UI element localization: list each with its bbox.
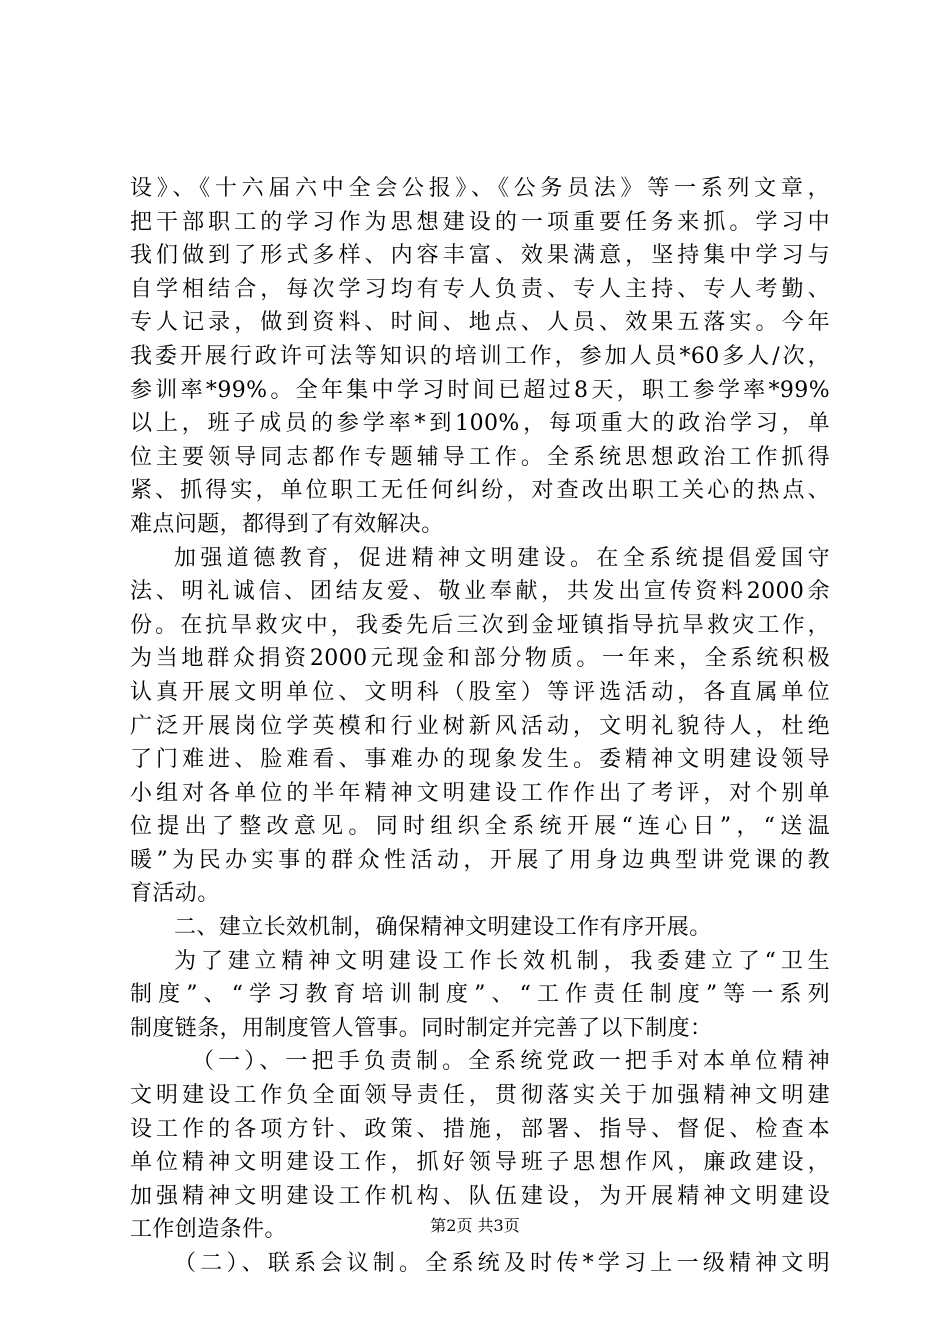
text-line: 制度”、“学习教育培训制度”、“工作责任制度”等一系列	[130, 982, 830, 1008]
section-heading: 二、建立长效机制，确保精神文明建设工作有序开展。	[174, 915, 712, 941]
text-line: 设工作的各项方针、政策、措施，部署、指导、督促、检查本	[130, 1116, 830, 1142]
document-body	[130, 172, 830, 1281]
text-line: 小组对各单位的半年精神文明建设工作作出了考评，对个别单	[130, 780, 830, 806]
text-line: 我们做到了形式多样、内容丰富、效果满意，坚持集中学习与	[130, 243, 830, 269]
page-footer: 第2页 共3页	[430, 1216, 520, 1235]
text-line: 法、明礼诚信、团结友爱、敬业奉献，共发出宣传资料2000余	[130, 579, 830, 605]
text-line: 文明建设工作负全面领导责任，贯彻落实关于加强精神文明建	[130, 1083, 830, 1109]
text-line: 我委开展行政许可法等知识的培训工作，参加人员*60多人/次，	[130, 343, 830, 369]
text-line: 认真开展文明单位、文明科（股室）等评选活动，各直属单位	[130, 679, 830, 705]
subsection-start-line: （二）、联系会议制。全系统及时传*学习上一级精神文明	[174, 1251, 830, 1276]
text-line: 单位精神文明建设工作，抓好领导班子思想作风，廉政建设，	[130, 1150, 830, 1176]
text-line: 暖”为民办实事的群众性活动，开展了用身边典型讲党课的教	[130, 847, 830, 873]
text-line: 难点问题，都得到了有效解决。	[130, 511, 444, 537]
subsection-start-line: （一）、一把手负责制。全系统党政一把手对本单位精神	[192, 1049, 830, 1075]
text-line: 专人记录，做到资料、时间、地点、人员、效果五落实。今年	[130, 310, 830, 336]
text-line: 设》、《十六届六中全会公报》、《公务员法》等一系列文章，	[130, 176, 830, 201]
text-line: 把干部职工的学习作为思想建设的一项重要任务来抓。学习中	[130, 209, 830, 235]
text-line: 份。在抗旱救灾中，我委先后三次到金垭镇指导抗旱救灾工作，	[130, 612, 830, 638]
text-line: 为当地群众捐资2000元现金和部分物质。一年来，全系统积极	[130, 646, 830, 672]
text-line: 制度链条，用制度管人管事。同时制定并完善了以下制度：	[130, 1015, 713, 1041]
text-line: 广泛开展岗位学英模和行业树新风活动，文明礼貌待人，杜绝	[130, 713, 830, 739]
text-line: 参训率*99%。全年集中学习时间已超过8天，职工参学率*99%	[130, 377, 830, 403]
paragraph-start-line: 加强道德教育，促进精神文明建设。在全系统提倡爱国守	[174, 545, 830, 571]
text-line: 位提出了整改意见。同时组织全系统开展“连心日”，“送温	[130, 814, 830, 840]
text-line: 工作创造条件。	[130, 1217, 287, 1243]
text-line: 以上，班子成员的参学率*到100%，每项重大的政治学习，单	[130, 411, 830, 437]
text-line: 位主要领导同志都作专题辅导工作。全系统思想政治工作抓得	[130, 444, 830, 470]
text-line: 加强精神文明建设工作机构、队伍建设，为开展精神文明建设	[130, 1183, 830, 1209]
paragraph-start-line: 为了建立精神文明建设工作长效机制，我委建立了“卫生	[174, 948, 830, 974]
text-line: 了门难进、脸难看、事难办的现象发生。委精神文明建设领导	[130, 747, 830, 773]
text-line: 紧、抓得实，单位职工无任何纠纷，对查改出职工关心的热点、	[130, 478, 830, 504]
text-line: 育活动。	[130, 881, 220, 907]
text-line: 自学相结合，每次学习均有专人负责、专人主持、专人考勤、	[130, 276, 830, 302]
